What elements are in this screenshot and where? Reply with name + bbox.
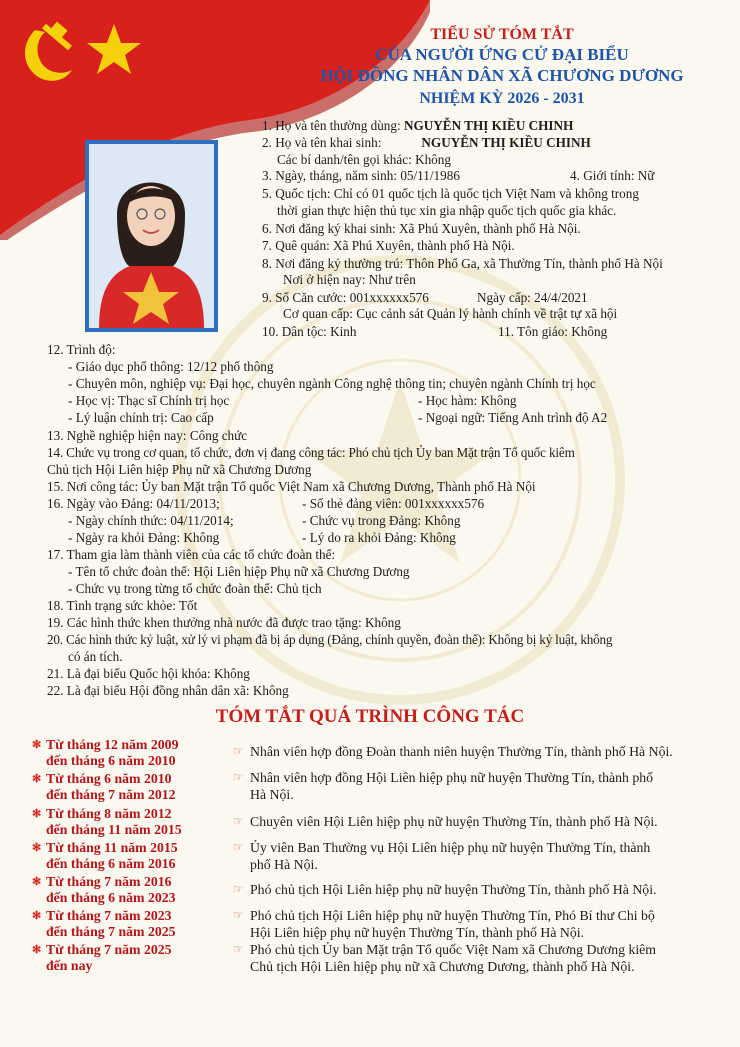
field-12f: - Ngoại ngữ: Tiếng Anh trình độ A2 <box>418 410 608 425</box>
field-6: 6. Nơi đăng ký khai sinh: Xã Phú Xuyên, thành phố Hà Nội. <box>262 221 581 236</box>
career-section-title: TÓM TẮT QUÁ TRÌNH CÔNG TÁC <box>215 706 525 727</box>
field-11: 11. Tôn giáo: Không <box>498 324 608 339</box>
career-desc: Phó chủ tịch Hội Liên hiệp phụ nữ huyện Thường Tín, thành phố Hà Nội. <box>250 882 657 897</box>
field-7: 7. Quê quán: Xã Phú Xuyên, thành phố Hà Nội. <box>262 238 515 253</box>
header-line-1: TIỂU SỬ TÓM TẮT <box>430 26 574 43</box>
field-19: 19. Các hình thức khen thưởng nhà nước đã được trao tặng: Không <box>47 615 401 630</box>
field-22: 22. Là đại biểu Hội đồng nhân dân xã: Không <box>47 683 289 698</box>
hand-point-arrow-icon: ☞ <box>233 744 244 758</box>
hand-point-arrow-icon: ☞ <box>233 770 244 784</box>
field-16d: - Chức vụ trong Đảng: Không <box>302 513 461 528</box>
field-17: 17. Tham gia làm thành viên của các tổ chức đoàn thể: <box>47 547 336 562</box>
career-desc: Phó chủ tịch Hội Liên hiệp phụ nữ huyện Thường Tín, Phó Bí thư Chi bộ Hội Liên hiệp phụ nữ huyện Thường Tín, thành phố Hà Nội. <box>250 908 655 940</box>
career-date: ✻ Từ tháng 8 năm 2012 đến tháng 11 năm 2015 <box>32 806 182 837</box>
field-4: 4. Giới tính: Nữ <box>570 168 655 183</box>
header-line-3: HỘI ĐỒNG NHÂN DÂN XÃ CHƯƠNG DƯƠNG <box>320 66 684 85</box>
field-20a: 20. Các hình thức kỷ luật, xử lý vi phạm đã bị áp dụng (Đảng, chính quyền, đoàn thể): Không bị kỷ luật, không <box>47 632 613 647</box>
asterisk-star-icon: ✻ <box>32 808 42 820</box>
career-desc: Chuyên viên Hội Liên hiệp phụ nữ huyện Thường Tín, thành phố Hà Nội. <box>250 814 658 829</box>
field-8b: Nơi ở hiện nay: Như trên <box>283 272 416 287</box>
field-5b: thời gian thực hiện thủ tục xin gia nhập quốc tịch quốc gia khác. <box>277 203 617 218</box>
field-10: 10. Dân tộc: Kinh <box>262 324 357 339</box>
hand-point-arrow-icon: ☞ <box>233 814 244 828</box>
field-16f: - Lý do ra khỏi Đảng: Không <box>302 530 456 545</box>
career-desc: Ủy viên Ban Thường vụ Hội Liên hiệp phụ nữ huyện Thường Tín, thành phố Hà Nội. <box>250 840 651 872</box>
field-2: 2. Họ và tên khai sinh: NGUYỄN THỊ KIỀU CHINH <box>262 135 591 150</box>
asterisk-star-icon: ✻ <box>32 876 42 888</box>
header-line-2: CỦA NGƯỜI ỨNG CỬ ĐẠI BIỂU <box>375 45 629 64</box>
asterisk-star-icon: ✻ <box>32 773 42 785</box>
career-date: ✻ Từ tháng 11 năm 2015 đến tháng 6 năm 2016 <box>32 840 178 871</box>
asterisk-star-icon: ✻ <box>32 944 42 956</box>
field-18: 18. Tình trạng sức khỏe: Tốt <box>47 598 198 613</box>
field-9a: 9. Số Căn cước: 001xxxxxx576 <box>262 290 429 305</box>
hand-point-arrow-icon: ☞ <box>233 908 244 922</box>
career-desc: Nhân viên hợp đồng Đoàn thanh niên huyện Thường Tín, thành phố Hà Nội. <box>250 744 673 759</box>
career-date: ✻ Từ tháng 7 năm 2016 đến tháng 6 năm 2023 <box>32 874 176 905</box>
field-12d: - Học hàm: Không <box>418 393 517 408</box>
field-20b: có án tích. <box>68 649 123 664</box>
field-3: 3. Ngày, tháng, năm sinh: 05/11/1986 <box>262 168 460 183</box>
field-16a: 16. Ngày vào Đảng: 04/11/2013; <box>47 496 220 511</box>
asterisk-star-icon: ✻ <box>32 739 42 751</box>
field-9c: Cơ quan cấp: Cục cảnh sát Quản lý hành chính về trật tự xã hội <box>283 306 618 321</box>
field-16e: - Ngày ra khỏi Đảng: Không <box>68 530 220 545</box>
career-date: ✻ Từ tháng 7 năm 2023 đến tháng 7 năm 2025 <box>32 908 176 939</box>
field-12b: - Chuyên môn, nghiệp vụ: Đại học, chuyên ngành Công nghệ thông tin; chuyên ngành Chính trị học <box>68 376 596 391</box>
field-12c: - Học vị: Thạc sĩ Chính trị học <box>68 393 230 408</box>
career-date: ✻ Từ tháng 6 năm 2010 đến tháng 7 năm 2012 <box>32 771 176 802</box>
career-date: ✻ Từ tháng 7 năm 2025 đến nay <box>32 942 172 973</box>
header-line-4: NHIỆM KỲ 2026 - 2031 <box>419 90 585 107</box>
career-desc: Phó chủ tịch Ủy ban Mặt trận Tổ quốc Việt Nam xã Chương Dương kiêm Chủ tịch Hội Liên hiệp phụ nữ xã Chương Dương, thành phố Hà Nội. <box>250 942 657 974</box>
career-date: ✻ Từ tháng 12 năm 2009 đến tháng 6 năm 2010 <box>32 737 179 768</box>
field-5a: 5. Quốc tịch: Chỉ có 01 quốc tịch là quốc tịch Việt Nam và không trong <box>262 186 639 201</box>
field-8a: 8. Nơi đăng ký thường trú: Thôn Phố Ga, xã Thường Tín, thành phố Hà Nội <box>262 256 663 271</box>
field-17b: - Chức vụ trong từng tổ chức đoàn thể: Chủ tịch <box>68 581 322 596</box>
field-13: 13. Nghề nghiệp hiện nay: Công chức <box>47 428 248 443</box>
field-16c: - Ngày chính thức: 04/11/2014; <box>68 513 234 528</box>
field-17a: - Tên tổ chức đoàn thể: Hội Liên hiệp Phụ nữ xã Chương Dương <box>68 564 410 579</box>
field-12e: - Lý luận chính trị: Cao cấp <box>68 410 214 425</box>
candidate-photo <box>85 140 218 332</box>
hand-point-arrow-icon: ☞ <box>233 942 244 956</box>
field-16b: - Số thẻ đảng viên: 001xxxxxx576 <box>302 496 485 511</box>
career-desc: Nhân viên hợp đồng Hội Liên hiệp phụ nữ huyện Thường Tín, thành phố Hà Nội. <box>250 770 654 802</box>
field-12a: - Giáo dục phổ thông: 12/12 phổ thông <box>68 359 274 374</box>
field-9b: Ngày cấp: 24/4/2021 <box>477 290 588 305</box>
asterisk-star-icon: ✻ <box>32 910 42 922</box>
hand-point-arrow-icon: ☞ <box>233 840 244 854</box>
field-14a: 14. Chức vụ trong cơ quan, tổ chức, đơn vị đang công tác: Phó chủ tịch Ủy ban Mặt trận Tổ quốc kiêm <box>47 445 575 460</box>
asterisk-star-icon: ✻ <box>32 842 42 854</box>
field-14b: Chủ tịch Hội Liên hiệp Phụ nữ xã Chương Dương <box>47 462 312 477</box>
field-12: 12. Trình độ: <box>47 342 116 357</box>
field-15: 15. Nơi công tác: Ủy ban Mặt trận Tổ quốc Việt Nam xã Chương Dương, Thành phố Hà Nội <box>47 479 536 494</box>
hand-point-arrow-icon: ☞ <box>233 882 244 896</box>
field-1: 1. Họ và tên thường dùng: NGUYỄN THỊ KIỀU CHINH <box>262 118 574 133</box>
field-2-alias: Các bí danh/tên gọi khác: Không <box>277 152 451 167</box>
field-21: 21. Là đại biểu Quốc hội khóa: Không <box>47 666 250 681</box>
